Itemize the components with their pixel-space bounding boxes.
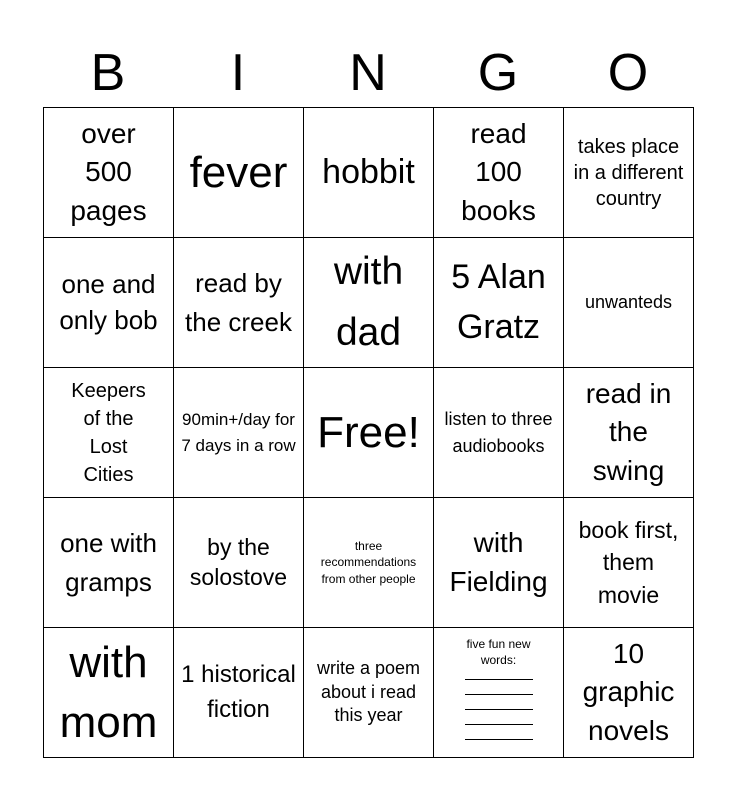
cell-text: fever: [189, 147, 288, 197]
bingo-cell[interactable]: [564, 628, 694, 758]
cell-text: over 500 pages: [70, 117, 147, 226]
bingo-cell[interactable]: [44, 628, 174, 758]
cell-text: unwanteds: [584, 291, 673, 312]
bingo-cell[interactable]: [44, 498, 174, 628]
word-blank-line[interactable]: [465, 724, 533, 725]
word-blank-line[interactable]: [465, 694, 533, 695]
bingo-cell[interactable]: [44, 368, 174, 498]
bingo-cell[interactable]: [434, 368, 564, 498]
cell-text: three recommendations from other people: [320, 539, 417, 586]
bingo-cell[interactable]: [434, 498, 564, 628]
bingo-cell[interactable]: [304, 628, 434, 758]
cell-text: one with gramps: [60, 527, 157, 597]
free-space[interactable]: [304, 368, 434, 498]
cell-text: hobbit: [322, 152, 415, 191]
bingo-cell[interactable]: [174, 368, 304, 498]
cell-text: read 100 books: [461, 117, 536, 226]
bingo-cell[interactable]: [44, 238, 174, 368]
cell-text: read by the creek: [185, 268, 292, 337]
cell-text: 5 Alan Gratz: [451, 258, 546, 346]
free-space-label: Free!: [317, 407, 420, 457]
bingo-header: [43, 40, 693, 106]
bingo-cell[interactable]: [174, 498, 304, 628]
bingo-cell[interactable]: [434, 238, 564, 368]
header-letter-n: N: [349, 44, 387, 102]
word-blank-line[interactable]: [465, 679, 533, 680]
cell-text: 90min+/day for 7 days in a row: [181, 410, 296, 455]
bingo-cell[interactable]: [564, 108, 694, 238]
cell-text: 10 graphic novels: [582, 637, 675, 746]
bingo-cell[interactable]: [304, 498, 434, 628]
word-blank-line[interactable]: [465, 739, 533, 740]
words-prompt: five fun new words:: [466, 637, 531, 668]
cell-text: listen to three audiobooks: [444, 408, 553, 456]
bingo-cell[interactable]: [174, 628, 304, 758]
cell-text: one and only bob: [59, 269, 158, 335]
cell-text: write a poem about i read this year: [316, 658, 421, 726]
bingo-cell[interactable]: [434, 108, 564, 238]
header-letter-i: I: [230, 44, 246, 102]
bingo-cell[interactable]: [304, 108, 434, 238]
header-letter-g: G: [477, 44, 519, 102]
bingo-board: [43, 107, 694, 758]
bingo-cell[interactable]: [44, 108, 174, 238]
cell-text: book first, them movie: [578, 517, 679, 608]
cell-text: with dad: [333, 250, 404, 354]
cell-text: takes place in a different country: [573, 135, 684, 210]
bingo-cell[interactable]: [174, 108, 304, 238]
word-blank-line[interactable]: [465, 709, 533, 710]
cell-text: by the solostove: [189, 533, 288, 590]
bingo-cell[interactable]: [304, 238, 434, 368]
bingo-cell[interactable]: [564, 368, 694, 498]
bingo-cell[interactable]: [174, 238, 304, 368]
bingo-cell[interactable]: [564, 238, 694, 368]
cell-text: 1 historical fiction: [181, 660, 296, 723]
cell-text: with mom: [59, 638, 158, 747]
cell-text: with Fielding: [449, 526, 548, 597]
bingo-cell[interactable]: [564, 498, 694, 628]
bingo-cell-words[interactable]: [434, 628, 564, 758]
cell-text: read in the swing: [585, 377, 672, 486]
cell-text: Keepers of the Lost Cities: [71, 379, 146, 486]
header-letter-b: B: [90, 44, 126, 102]
header-letter-o: O: [607, 44, 649, 102]
